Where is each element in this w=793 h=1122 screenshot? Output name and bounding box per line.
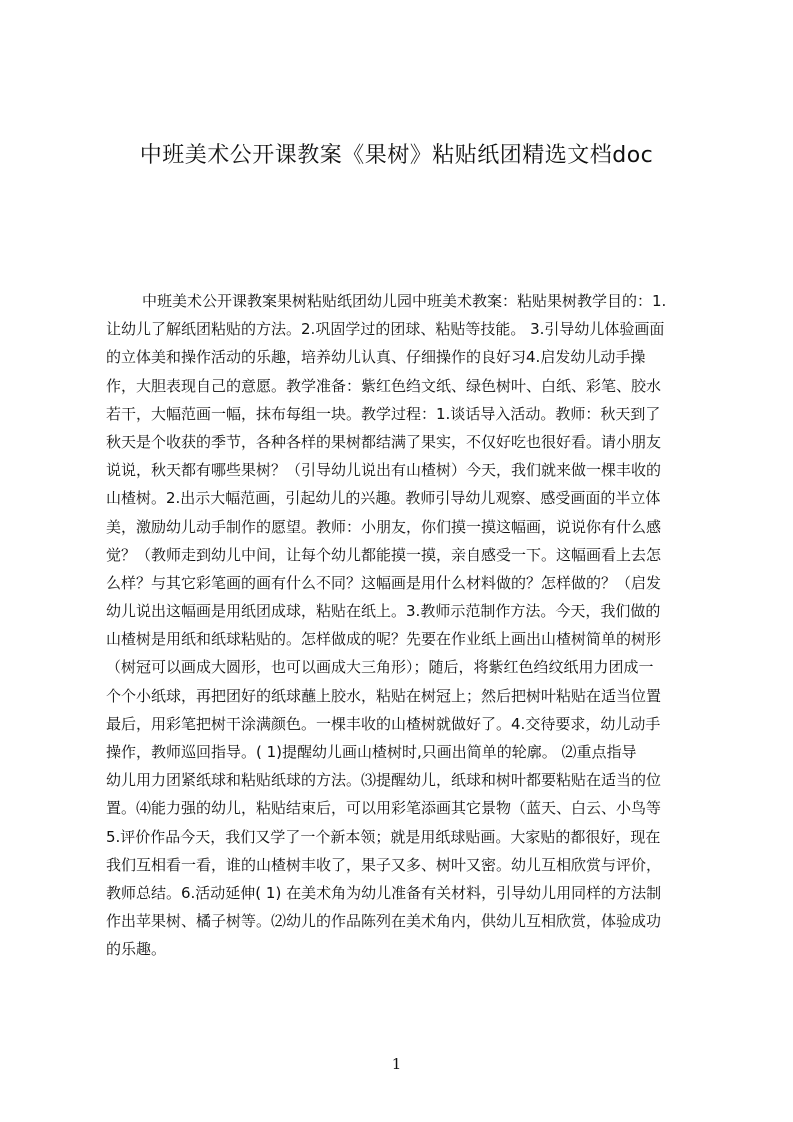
body-line-23: 作出苹果树、橘子树等。⑵幼儿的作品陈列在美术角内，供幼儿互相欣赏，体验成功 bbox=[106, 912, 662, 931]
body-line-18: 幼儿用力团紧纸球和粘贴纸球的方法。⑶提醒幼儿，纸球和树叶都要粘贴在适当的位 bbox=[106, 771, 662, 790]
body-line-16: 最后，用彩笔把树干涂满颜色。一棵丰收的山楂树就做好了。4.交待要求，幼儿动手 bbox=[106, 714, 661, 733]
body-line-4: 作，大胆表现自己的意愿。教学准备：紫红色绉文纸、绿色树叶、白纸、彩笔、胶水 bbox=[106, 376, 662, 395]
body-line-8: 山楂树。2.出示大幅范画，引起幼儿的兴趣。教师引导幼儿观察、感受画面的半立体 bbox=[106, 489, 661, 508]
body-line-14: （树冠可以画成大圆形，也可以画成大三角形）；随后，将紫红色绉纹纸用力团成一 bbox=[106, 658, 654, 677]
document-body bbox=[106, 287, 698, 964]
body-line-11: 么样？与其它彩笔画的画有什么不同？这幅画是用什么材料做的？怎样做的？（启发 bbox=[106, 573, 662, 592]
body-line-21: 我们互相看一看，谁的山楂树丰收了，果子又多、树叶又密。幼儿互相欣赏与评价， bbox=[106, 855, 662, 874]
body-line-17: 操作，教师巡回指导。( 1)提醒幼儿画山楂树时,只画出简单的轮廓。 ⑵重点指导 bbox=[106, 743, 637, 761]
body-line-7: 说说，秋天都有哪些果树？（引导幼儿说出有山楂树）今天，我们就来做一棵丰收的 bbox=[106, 461, 662, 480]
body-line-19: 置。⑷能力强的幼儿，粘贴结束后，可以用彩笔添画其它景物（蓝天、白云、小鸟等 bbox=[106, 799, 662, 818]
body-line-15: 个个小纸球，再把团好的纸球蘸上胶水，粘贴在树冠上；然后把树叶粘贴在适当位置 bbox=[106, 686, 662, 705]
document-title: 中班美术公开课教案《果树》粘贴纸团精选文档doc bbox=[139, 143, 654, 168]
body-line-3: 的立体美和操作活动的乐趣，培养幼儿认真、仔细操作的良好习4.启发幼儿动手操 bbox=[106, 348, 646, 367]
body-line-9: 美，激励幼儿动手制作的愿望。教师：小朋友，你们摸一摸这幅画，说说你有什么感 bbox=[106, 517, 662, 536]
page-number: 1 bbox=[391, 1055, 402, 1073]
body-line-10: 觉？（教师走到幼儿中间，让每个幼儿都能摸一摸，亲自感受一下。这幅画看上去怎 bbox=[106, 545, 662, 564]
body-line-13: 山楂树是用纸和纸球粘贴的。怎样做成的呢？先要在作业纸上画出山楂树简单的树形 bbox=[106, 630, 662, 649]
body-line-20: 5.评价作品今天，我们又学了一个新本领；就是用纸球贴画。大家贴的都很好，现在 bbox=[106, 827, 661, 846]
body-line-12: 幼儿说出这幅画是用纸团成球，粘贴在纸上。3.教师示范制作方法。今天，我们做的 bbox=[106, 602, 661, 621]
body-line-5: 若干，大幅范画一幅，抹布每组一块。教学过程：1.谈话导入活动。教师：秋天到了 bbox=[106, 404, 661, 423]
body-line-22: 教师总结。6.活动延伸( 1) 在美术角为幼儿准备有关材料，引导幼儿用同样的方法制 bbox=[106, 883, 662, 902]
body-line-24: 的乐趣。 bbox=[106, 940, 167, 959]
body-line-6: 秋天是个收获的季节，各种各样的果树都结满了果实，不仅好吃也很好看。请小朋友 bbox=[106, 432, 662, 451]
body-line-2: 让幼儿了解纸团粘贴的方法。2.巩固学过的团球、粘贴等技能。 3.引导幼儿体验画面 bbox=[106, 320, 665, 339]
body-line-1: 中班美术公开课教案果树粘贴纸团幼儿园中班美术教案：粘贴果树教学目的：1. bbox=[142, 292, 667, 310]
